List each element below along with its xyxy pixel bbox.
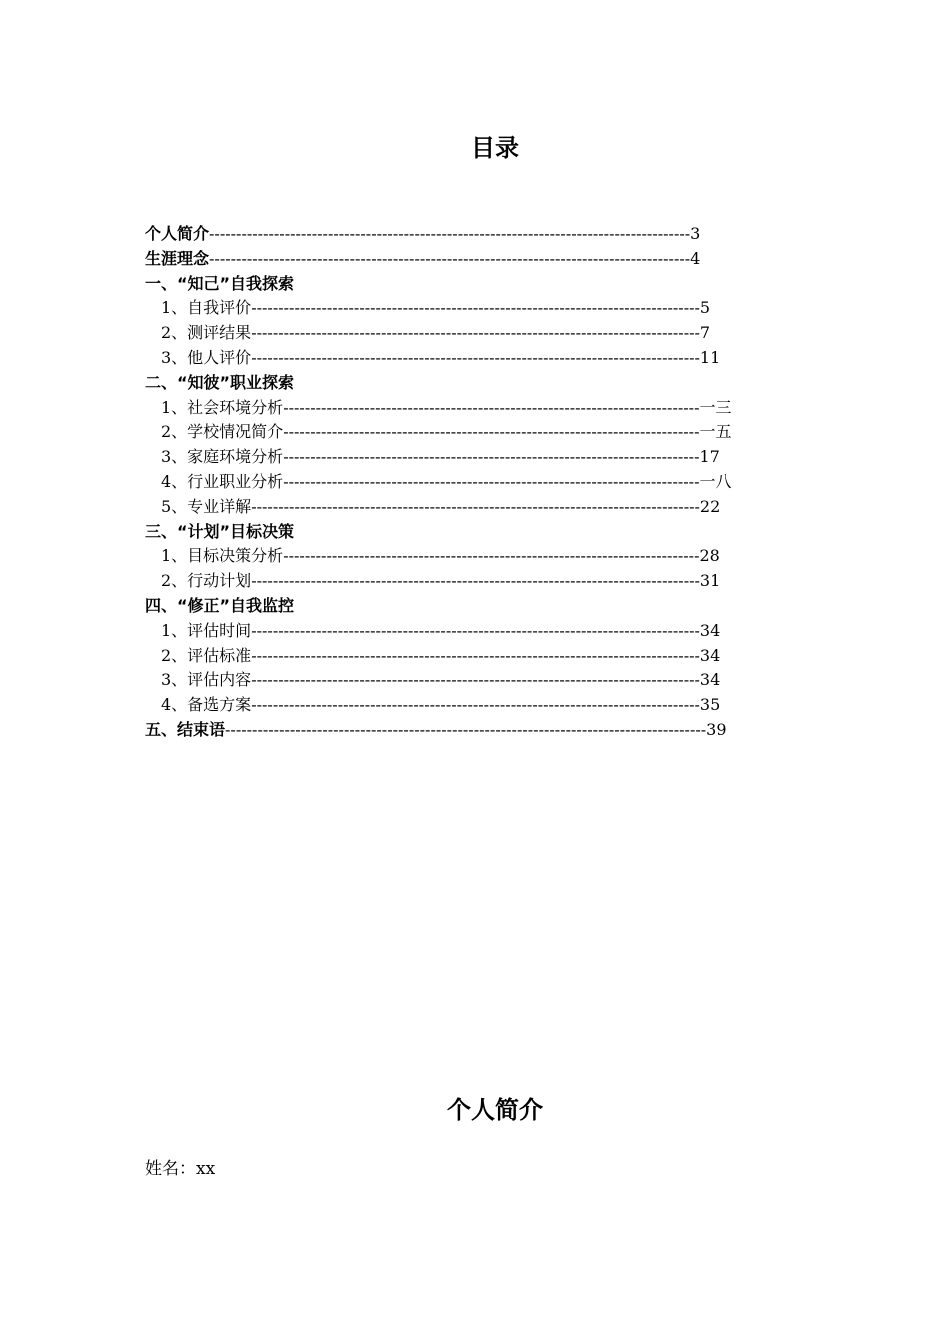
toc-leader-dashes: ----------------------------------------------------------------------------------------- [225, 719, 707, 739]
toc-entry-label: 个人简介 [145, 224, 210, 243]
toc-leader-dashes: ----------------------------------------------------------------------------- [283, 546, 700, 566]
toc-entry-label: 四、“修正”自我监控 [145, 595, 295, 615]
toc-entry-page: 5 [699, 298, 711, 318]
toc-leader-dashes: ----------------------------------------------------------------------------- [283, 471, 700, 491]
toc-leader-dashes: ----------------------------------------------------------------------------------- [251, 695, 700, 715]
section-title: 个人简介 [447, 1096, 543, 1124]
toc-leader-dashes: ----------------------------------------------------------------------------------- [251, 347, 700, 367]
toc-entry-page: 一五 [699, 422, 732, 442]
toc-entry-label: 3、他人评价 [161, 347, 252, 367]
toc-entry-page: 22 [699, 496, 721, 516]
toc-entry[interactable] [145, 420, 845, 445]
toc-entry-page: 34 [699, 620, 721, 640]
toc-leader-dashes: ----------------------------------------------------------------------------------- [251, 323, 700, 343]
toc-entry-page: 7 [699, 323, 711, 343]
toc-entry-label: 4、行业职业分析 [161, 471, 284, 491]
toc-entry-page: 34 [699, 670, 721, 690]
toc-entry-label: 1、社会环境分析 [161, 397, 284, 417]
toc-entry[interactable] [145, 247, 845, 272]
toc-entry-page: 一八 [699, 471, 732, 491]
toc-entry-page: 17 [699, 447, 720, 467]
toc-entry-label: 4、备选方案 [161, 695, 252, 715]
toc-entry[interactable] [145, 445, 845, 470]
toc-entry-page: 39 [706, 719, 727, 739]
toc-leader-dashes: ----------------------------------------------------------------------------------- [251, 645, 700, 665]
toc-entry[interactable] [145, 693, 845, 718]
toc-entry-page: 31 [699, 571, 721, 591]
toc-entry-label: 2、行动计划 [161, 571, 252, 591]
toc-entry-page: 11 [699, 347, 721, 367]
toc-entry-page: 34 [699, 645, 721, 665]
toc-entry-label: 生涯理念 [145, 248, 210, 268]
toc-leader-dashes: ----------------------------------------------------------------------------------------- [209, 248, 691, 268]
toc-entry[interactable] [145, 321, 845, 346]
toc-entry[interactable] [145, 594, 845, 619]
toc-leader-dashes: ----------------------------------------------------------------------------------------- [209, 224, 691, 243]
toc-entry[interactable] [145, 396, 845, 421]
toc-entry[interactable] [145, 371, 845, 396]
toc-entry-label: 1、自我评价 [161, 298, 252, 318]
toc-entry-label: 三、“计划”目标决策 [145, 521, 295, 541]
toc-entry-page: 4 [690, 248, 701, 268]
toc-entry-label: 5、专业详解 [161, 496, 252, 516]
toc-entry-page: 3 [690, 224, 701, 243]
toc-entry-page: 一三 [699, 397, 732, 417]
toc-leader-dashes: ----------------------------------------------------------------------------------- [251, 298, 700, 318]
toc-entry-label: 五、结束语 [145, 719, 226, 739]
toc-entry[interactable] [145, 272, 845, 297]
table-of-contents [145, 222, 845, 743]
toc-entry-label: 2、学校情况简介 [161, 422, 284, 442]
toc-leader-dashes: ----------------------------------------------------------------------------------- [251, 571, 700, 591]
toc-entry-label: 2、测评结果 [161, 323, 252, 343]
toc-title: 目录 [471, 134, 519, 162]
toc-entry[interactable] [145, 619, 845, 644]
toc-leader-dashes: ----------------------------------------------------------------------------- [283, 422, 700, 442]
toc-entry-label: 一、“知己”自我探索 [145, 273, 295, 293]
toc-entry[interactable] [145, 346, 845, 371]
toc-leader-dashes: ----------------------------------------------------------------------------------- [251, 496, 700, 516]
toc-entry-label: 二、“知彼”职业探索 [145, 372, 295, 392]
toc-leader-dashes: ----------------------------------------------------------------------------------- [251, 670, 700, 690]
toc-entry-label: 1、评估时间 [161, 620, 252, 640]
toc-entry[interactable] [145, 718, 845, 743]
toc-entry[interactable] [145, 644, 845, 669]
toc-entry-label: 3、家庭环境分析 [161, 447, 284, 467]
toc-entry[interactable] [145, 222, 845, 247]
toc-entry[interactable] [145, 668, 845, 693]
toc-entry-label: 1、目标决策分析 [161, 546, 284, 566]
toc-entry-label: 3、评估内容 [161, 670, 252, 690]
toc-entry[interactable] [145, 296, 845, 321]
toc-leader-dashes: ----------------------------------------------------------------------------- [283, 397, 700, 417]
toc-entry-page: 28 [699, 546, 720, 566]
toc-entry-page: 35 [699, 695, 721, 715]
toc-entry[interactable] [145, 520, 845, 545]
toc-entry[interactable] [145, 544, 845, 569]
toc-leader-dashes: ----------------------------------------------------------------------------------- [251, 620, 700, 640]
name-line: 姓名：xx [145, 1159, 216, 1179]
toc-leader-dashes: ----------------------------------------------------------------------------- [283, 447, 700, 467]
toc-entry[interactable] [145, 470, 845, 495]
toc-entry-label: 2、评估标准 [161, 645, 252, 665]
toc-entry[interactable] [145, 569, 845, 594]
toc-entry[interactable] [145, 495, 845, 520]
